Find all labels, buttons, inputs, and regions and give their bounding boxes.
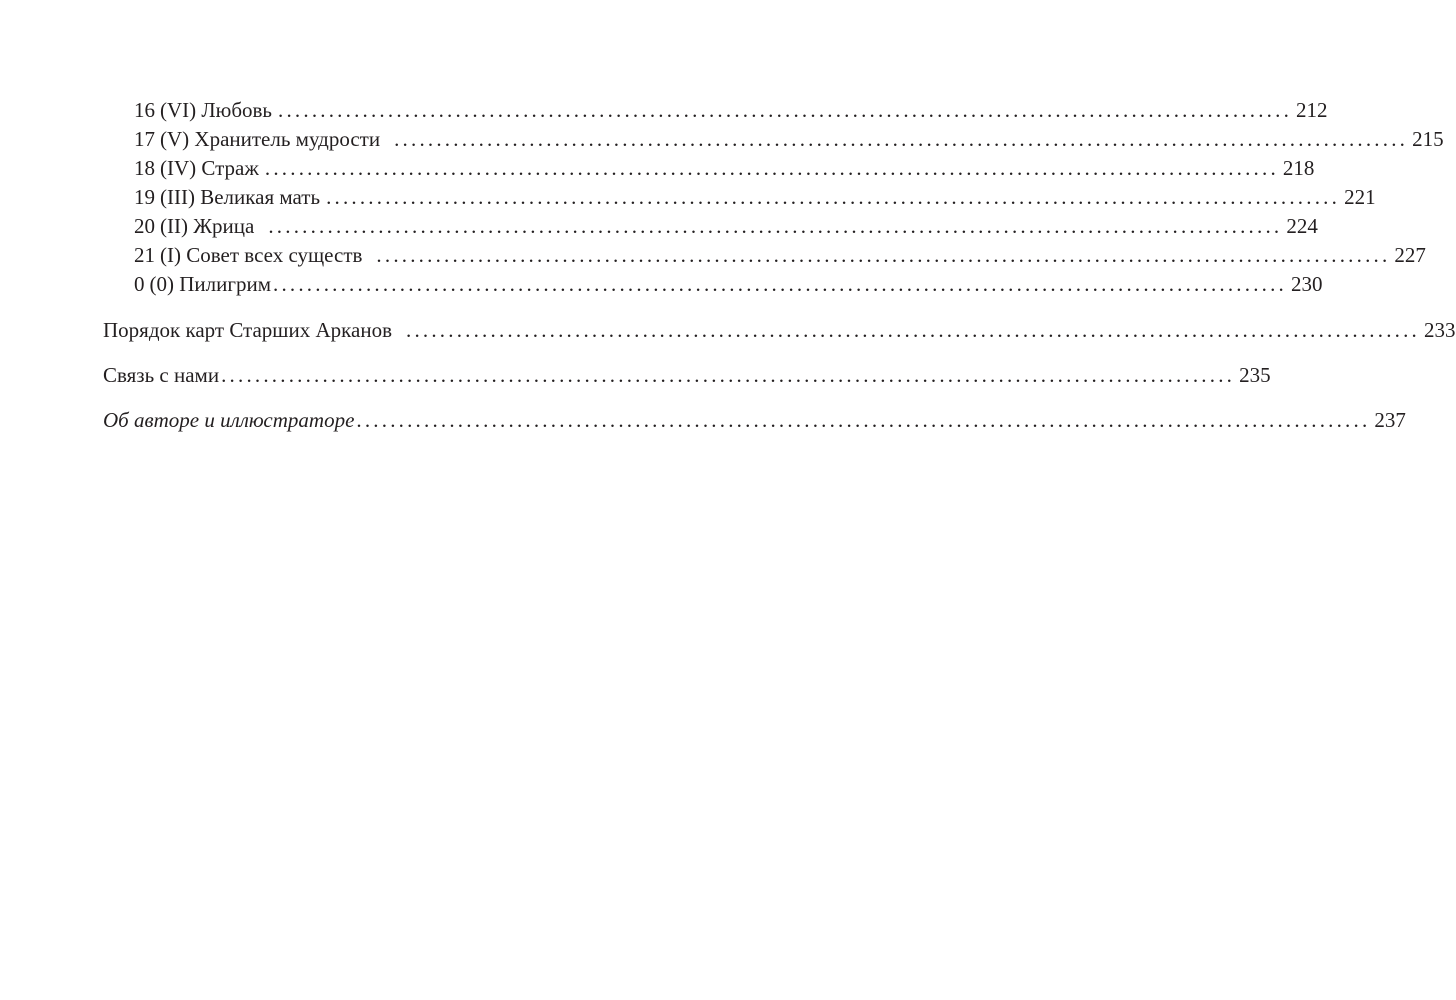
- toc-entry-page: 218: [1282, 156, 1315, 180]
- toc-entry-page: 224: [1286, 214, 1318, 238]
- dot-leader: ........................................................................................................................: [273, 272, 1287, 296]
- dot-leader: ........................................................................................................................: [376, 243, 1391, 267]
- toc-entry-number: 20: [134, 214, 155, 238]
- dot-leader: ........................................................................................................................: [221, 363, 1236, 387]
- toc-entry-title: (I) Совет всех существ: [160, 243, 363, 267]
- dot-leader: ........................................................................................................................: [356, 408, 1371, 432]
- dot-leader: ........................................................................................................................: [394, 127, 1409, 151]
- dot-leader: ........................................................................................................................: [268, 214, 1283, 238]
- toc-entry-number: 16: [134, 98, 155, 122]
- toc-entry-title: (VI) Любовь: [160, 98, 273, 122]
- toc-entry-title: (II) Жрица: [160, 214, 255, 238]
- toc-entry[interactable]: [134, 153, 1315, 183]
- toc-entry-page: 233: [1424, 318, 1456, 342]
- toc-entry-page: 227: [1394, 243, 1426, 267]
- toc-entry[interactable]: [103, 360, 1271, 390]
- toc-entry-number: 21: [134, 243, 155, 267]
- toc-entry[interactable]: [134, 124, 1444, 154]
- toc-entry-page: 212: [1296, 98, 1328, 122]
- toc-entry-number: 19: [134, 185, 155, 209]
- dot-leader: ........................................................................................................................: [326, 185, 1341, 209]
- toc-entry-title: (IV) Страж: [160, 156, 259, 180]
- toc-entry-title: (V) Хранитель мудрости: [160, 127, 381, 151]
- toc-entry-page: 221: [1344, 185, 1376, 209]
- toc-entry-page: 215: [1412, 127, 1444, 151]
- toc-entry-title: Об авторе и иллюстраторе: [103, 408, 355, 432]
- toc-entry[interactable]: [103, 405, 1406, 435]
- toc-entry[interactable]: [134, 182, 1376, 212]
- toc-entry-page: 230: [1291, 272, 1323, 296]
- toc-entry-page: 237: [1374, 408, 1406, 432]
- toc-entry-page: 235: [1239, 363, 1271, 387]
- toc-entry[interactable]: [134, 95, 1328, 125]
- toc-entry-number: 18: [134, 156, 155, 180]
- dot-leader: ........................................................................................................................: [406, 318, 1420, 342]
- toc-entry-number: 17: [134, 127, 155, 151]
- toc-entry-title: (0) Пилигрим: [149, 272, 271, 296]
- toc-entry[interactable]: [134, 269, 1323, 299]
- toc-entry[interactable]: [134, 240, 1426, 270]
- dot-leader: ........................................................................................................................: [278, 98, 1293, 122]
- toc-entry[interactable]: [103, 315, 1456, 345]
- toc-entry-title: Связь с нами: [103, 363, 220, 387]
- toc-entry[interactable]: [134, 211, 1318, 241]
- toc-entry-number: 0: [134, 272, 145, 296]
- toc-entry-title: Порядок карт Старших Арканов: [103, 318, 392, 342]
- dot-leader: ........................................................................................................................: [264, 156, 1279, 180]
- toc-entry-title: (III) Великая мать: [160, 185, 321, 209]
